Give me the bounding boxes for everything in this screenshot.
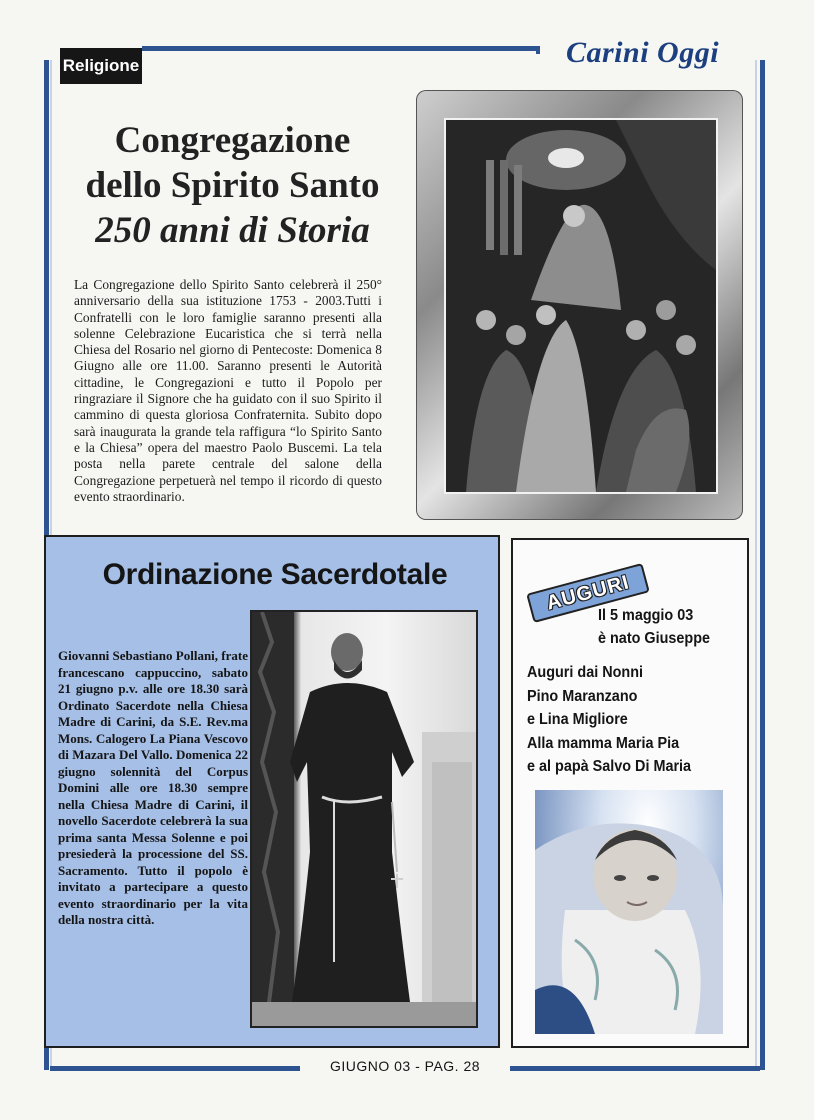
auguri-wishes — [527, 661, 721, 779]
footer-rule-right — [510, 1066, 760, 1071]
footer-rule-left — [50, 1066, 300, 1071]
auguri-birth-line: è nato Giuseppe — [598, 630, 711, 647]
wish-line: e Lina Migliore — [527, 711, 628, 728]
page-frame-right-inner — [755, 60, 757, 1070]
page-footer: GIUGNO 03 - PAG. 28 — [329, 1058, 481, 1074]
wish-line: Auguri dai Nonni — [527, 664, 643, 681]
header-rule-end — [536, 46, 540, 54]
baby-illustration — [535, 790, 723, 1034]
article-title-line2: dello Spirito Santo — [85, 165, 380, 206]
page-frame-right — [760, 60, 765, 1070]
painting-image — [444, 118, 718, 494]
auguri-announcement — [598, 604, 724, 650]
baby-photo — [535, 790, 723, 1034]
article-title-line1: Congregazione — [114, 120, 351, 161]
friar-photo — [250, 610, 478, 1028]
wish-line: e al papà Salvo Di Maria — [527, 758, 692, 775]
header-rule — [142, 46, 536, 51]
article-subtitle: 250 anni di Storia — [95, 210, 370, 251]
article-title — [60, 118, 405, 253]
auguri-badge: AUGURI — [526, 563, 650, 623]
ordination-title: Ordinazione Sacerdotale — [102, 558, 448, 591]
article-body: La Congregazione dello Spirito Santo celebrerà il 250° anniversario della sua istituzione 1753 - 2003.Tutti i Confratelli con le loro famiglie saranno presenti alla solenne Celebrazione Eucaristica che si terrà nella Chiesa del Rosario nel giorno di Pentecoste: Domenica 8 Giugno alle ore 11.00. Saranno presenti le Autorità cittadine, le Congregazioni e tutto il Popolo per ringraziare il Signore che ha guidato con il suo Spirito il cammino di questa gloriosa Confraternita. Subito dopo sarà inaugurata la grande tela raffigura “lo Spirito Santo e la Chiesa” opera del maestro Paolo Buscemi. La tela posta nella parete centrale del salone della Congregazione perpetuerà nel tempo il ricordo di questo evento straordinario. — [74, 277, 382, 504]
wish-line: Alla mamma Maria Pia — [527, 734, 680, 752]
wish-line: Pino Maranzano — [527, 687, 638, 705]
section-label: Religione — [60, 48, 142, 84]
friar-illustration — [252, 612, 476, 1026]
masthead-logo: Carini Oggi — [566, 36, 720, 69]
ordination-body: Giovanni Sebastiano Pollani, frate francescano cappuccino, sabato 21 giugno p.v. alle ore 18.30 sarà Ordinato Sacerdote nella Chiesa Madre di Carini, da S.E. Rev.ma Mons. Calogero La Piana Vescovo di Mazara Del Vallo. Domenica 22 giugno solennità del Corpus Domini alle ore 18.30 sempre nella Chiesa Madre di Carini, il novello Sacerdote celebrerà la sua prima santa Messa Solenne e poi presiederà la processione del SS. Sacramento. Tutto il popolo è invitato a partecipare a questo evento straordinario per la vita della nostra città. — [58, 648, 248, 927]
painting-illustration — [446, 120, 716, 492]
auguri-date-line: Il 5 maggio 03 — [598, 607, 694, 624]
